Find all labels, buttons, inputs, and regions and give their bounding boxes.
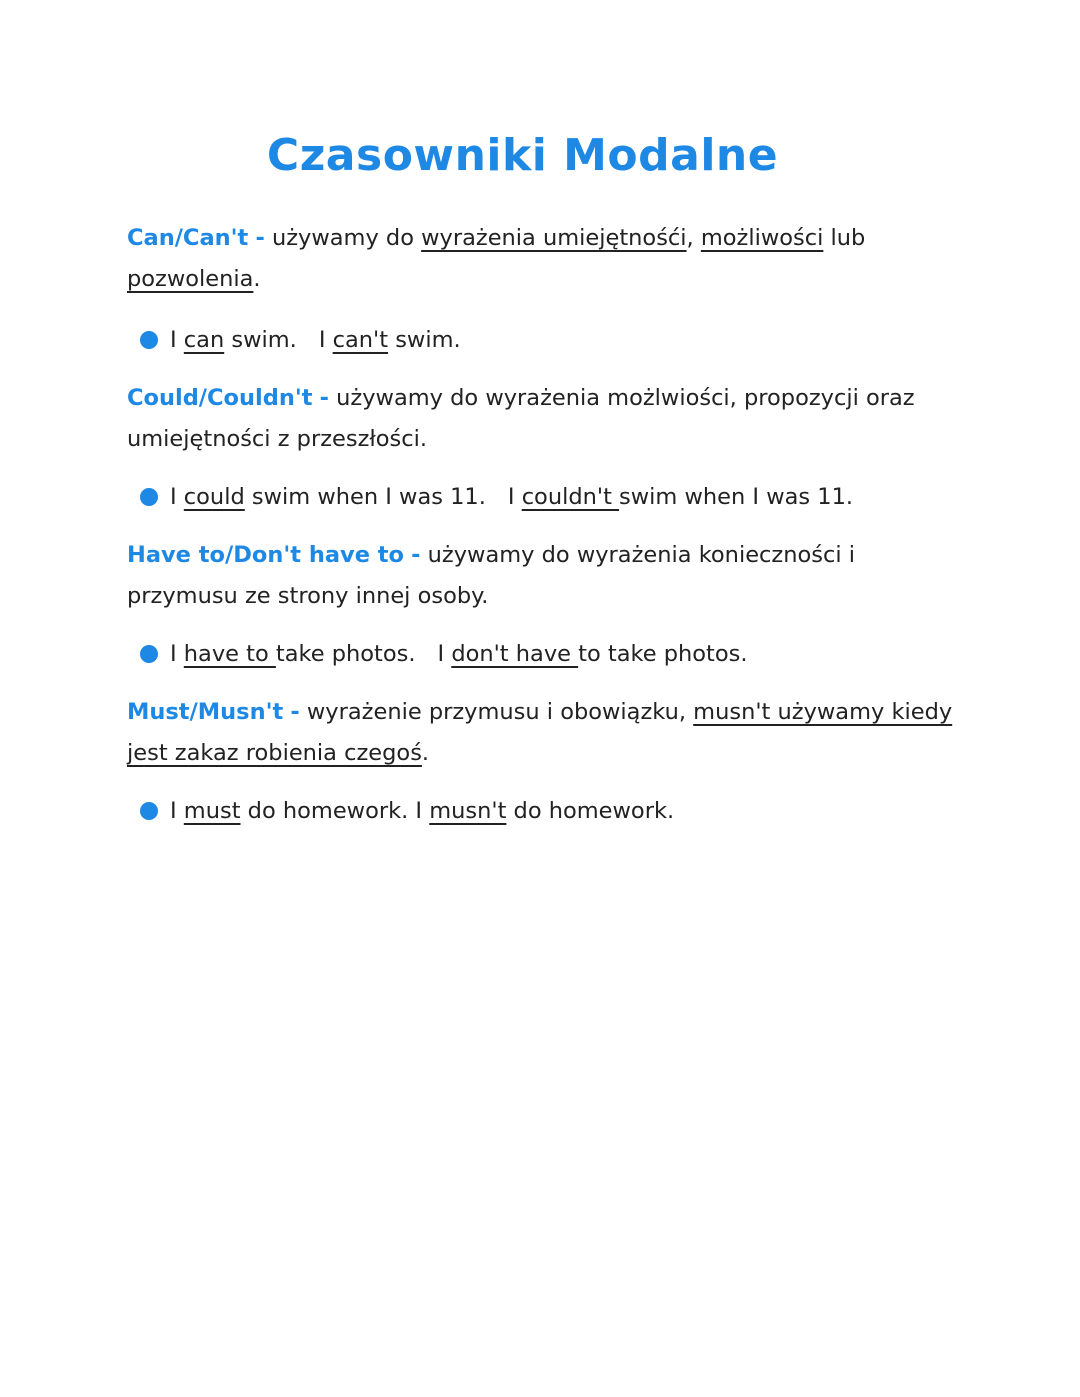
desc-text: , [686, 225, 701, 251]
desc-text: używamy do wyrażenia konieczności i przymusu ze strony innej osoby. [127, 542, 855, 609]
example-text: swim when I was 11. [619, 484, 854, 510]
example-text: I [437, 641, 452, 667]
example-text: I [170, 327, 184, 353]
modal-verb: don't have [451, 641, 579, 667]
example-must [140, 796, 674, 826]
example-text: swim. [388, 327, 461, 353]
bullet-icon [140, 645, 158, 663]
desc-text: . [421, 740, 430, 766]
example-text: I [170, 798, 184, 824]
section-term: Could/Couldn't [127, 385, 313, 411]
example-sentence [170, 639, 747, 669]
section-term: Must/Musn't [127, 699, 284, 725]
example-text: I [170, 484, 184, 510]
example-text: swim when I was 11. [244, 484, 486, 510]
bullet-icon [140, 488, 158, 506]
example-text: I [170, 641, 184, 667]
desc-text: lub [823, 225, 866, 251]
section-term: Can/Can't [127, 225, 249, 251]
section-can [127, 218, 957, 300]
desc-text: wyrażenie przymusu i obowiązku, [306, 699, 694, 725]
example-sentence [170, 325, 461, 355]
example-sentence [170, 482, 853, 512]
bullet-icon [140, 331, 158, 349]
underlined-phrase: możliwości [700, 225, 824, 251]
section-must [127, 692, 957, 774]
example-could [140, 482, 853, 512]
underlined-phrase: pozwolenia [127, 266, 254, 292]
example-have-to [140, 639, 747, 669]
desc-text: używamy do [271, 225, 422, 251]
page-title: Czasowniki Modalne [266, 130, 779, 181]
section-have-to [127, 535, 957, 617]
modal-verb: could [183, 484, 245, 510]
desc-text: . [253, 266, 261, 292]
underlined-phrase: wyrażenia umiejętnośći [421, 225, 687, 251]
example-text: I [507, 484, 522, 510]
desc-text: używamy do wyrażenia możlwiości, propozycji oraz umiejętności z przeszłości. [127, 385, 915, 452]
example-text: to take photos. [578, 641, 748, 667]
section-dash: - [290, 699, 300, 725]
section-could [127, 378, 957, 460]
example-text: take photos. [275, 641, 416, 667]
section-term: Have to/Don't have to [127, 542, 405, 568]
modal-verb: musn't [429, 798, 507, 824]
example-text: do homework. [506, 798, 675, 824]
modal-verb: have to [183, 641, 276, 667]
example-can [140, 325, 461, 355]
bullet-icon [140, 802, 158, 820]
modal-verb: couldn't [521, 484, 620, 510]
example-text: I [318, 327, 333, 353]
example-sentence [170, 796, 674, 826]
modal-verb: must [183, 798, 241, 824]
section-dash: - [411, 542, 421, 568]
modal-verb: can [183, 327, 225, 353]
section-dash: - [319, 385, 329, 411]
underlined-phrase: musn't używamy kiedy jest zakaz robienia czegoś [127, 699, 953, 766]
example-text: swim. [224, 327, 297, 353]
modal-verb: can't [332, 327, 389, 353]
example-text: do homework. I [240, 798, 430, 824]
section-dash: - [255, 225, 265, 251]
